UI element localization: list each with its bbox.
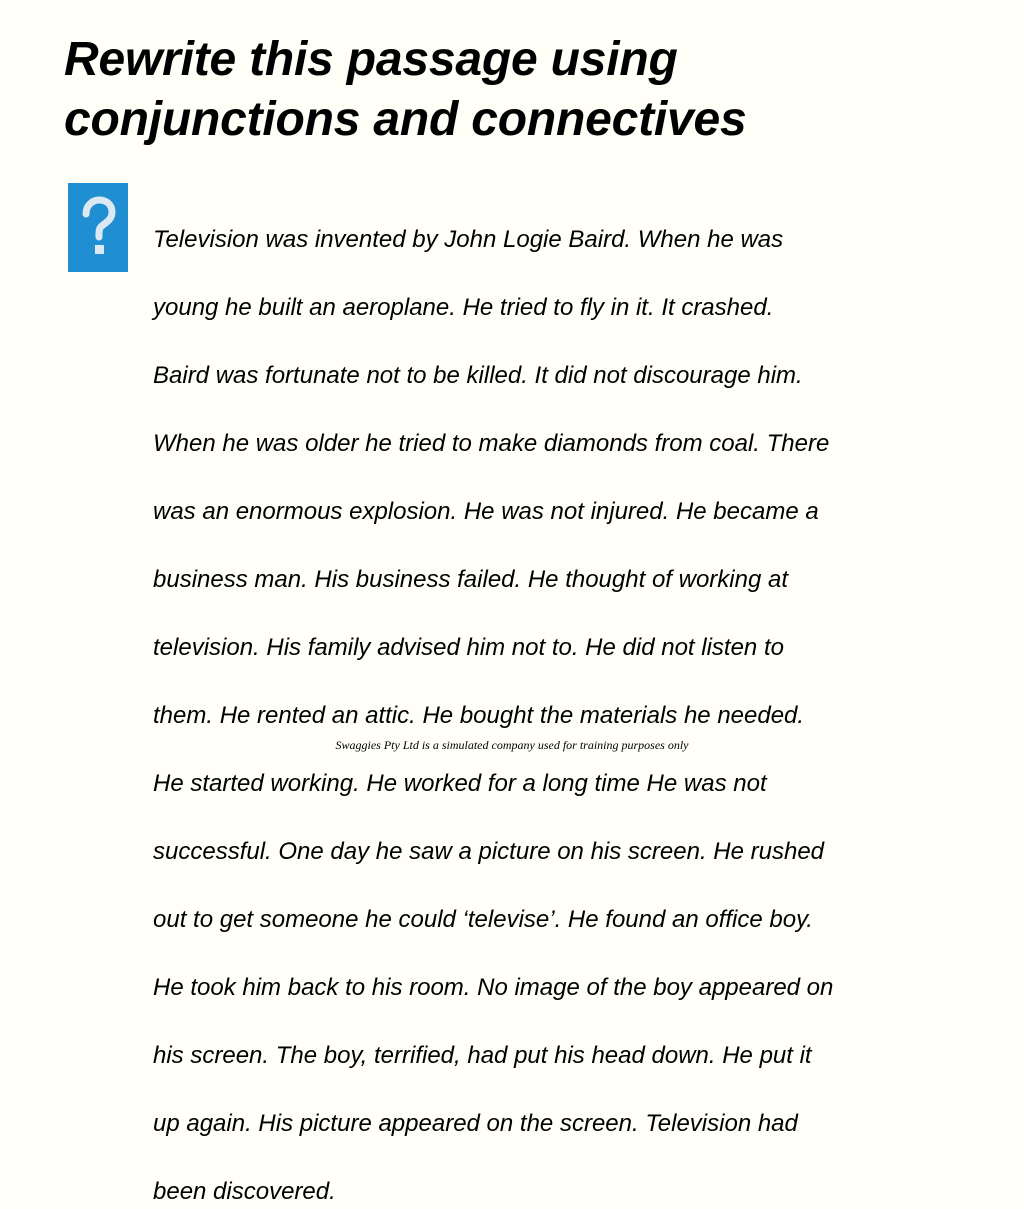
passage-line: business man. His business failed. He thought of working at — [153, 566, 789, 593]
passage-line: television. His family advised him not to. He did not listen to — [153, 634, 784, 661]
passage-line: When he was older he tried to make diamonds from coal. There — [153, 430, 830, 457]
question-mark-glyph — [78, 196, 118, 260]
passage-line: up again. His picture appeared on the screen. Television had — [153, 1110, 798, 1137]
passage-text — [153, 189, 978, 1209]
passage-line: He started working. He worked for a long time He was not — [153, 770, 767, 797]
passage-line: his screen. The boy, terrified, had put his head down. He put it — [153, 1042, 812, 1069]
passage-line: young he built an aeroplane. He tried to fly in it. It crashed. — [153, 294, 774, 321]
passage-line: He took him back to his room. No image of the boy appeared on — [153, 974, 834, 1001]
passage-line: been discovered. — [153, 1178, 336, 1205]
passage-line: out to get someone he could ‘televise’. He found an office boy. — [153, 906, 813, 933]
passage-line: them. He rented an attic. He bought the materials he needed. — [153, 702, 805, 729]
passage-line: Baird was fortunate not to be killed. It did not discourage him. — [153, 362, 803, 389]
slide-title: Rewrite this passage using conjunctions and connectives — [64, 33, 747, 146]
question-mark-icon — [68, 183, 128, 272]
passage-line: Television was invented by John Logie Baird. When he was — [153, 226, 784, 253]
footer-disclaimer: Swaggies Pty Ltd is a simulated company used for training purposes only — [335, 738, 689, 752]
passage-line: was an enormous explosion. He was not injured. He became a — [153, 498, 819, 525]
passage-line: successful. One day he saw a picture on his screen. He rushed — [153, 838, 825, 865]
